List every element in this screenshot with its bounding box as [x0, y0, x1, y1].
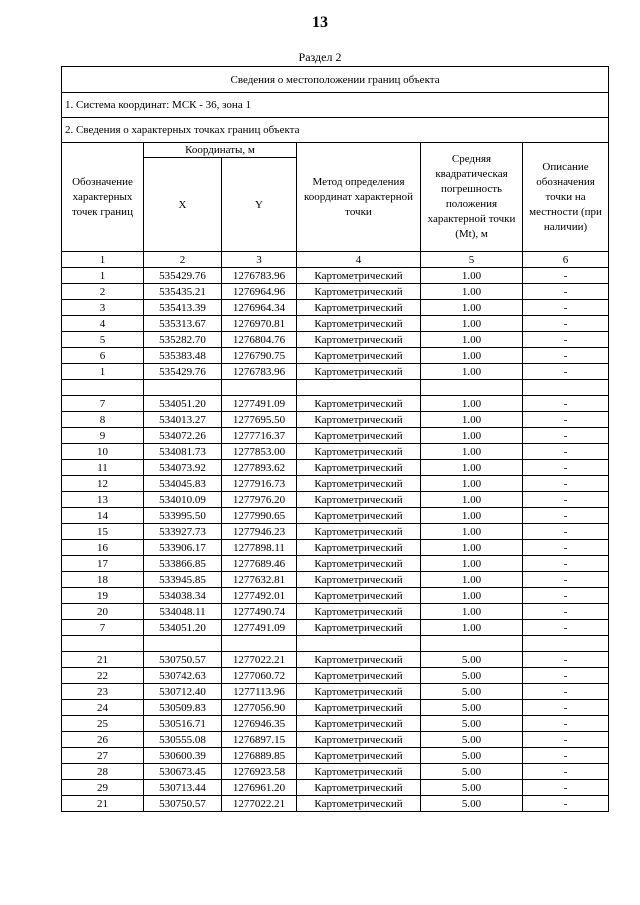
section-label: Раздел 2: [298, 50, 342, 64]
x-coordinate-cell: 534048.11: [144, 604, 222, 620]
x-coordinate-cell: 534073.92: [144, 460, 222, 476]
y-coordinate-cell: 1276889.85: [222, 748, 297, 764]
table-row: [62, 428, 609, 444]
x-coordinate-cell: 534051.20: [144, 620, 222, 636]
empty-cell: [297, 636, 421, 652]
table-row: [62, 284, 609, 300]
table-row: [62, 412, 609, 428]
x-coordinate-cell: 535383.48: [144, 348, 222, 364]
point-number-cell: 21: [62, 652, 144, 668]
header-designation: Обозначение характерных точек границ: [62, 143, 144, 252]
description-cell: -: [523, 476, 609, 492]
x-coordinate-cell: 530742.63: [144, 668, 222, 684]
header-coordinates: Координаты, м: [144, 143, 297, 158]
error-cell: 5.00: [421, 716, 523, 732]
description-cell: -: [523, 428, 609, 444]
table-row: [62, 508, 609, 524]
error-cell: 1.00: [421, 316, 523, 332]
error-cell: 5.00: [421, 732, 523, 748]
description-cell: -: [523, 652, 609, 668]
point-number-cell: 3: [62, 300, 144, 316]
method-cell: Картометрический: [297, 300, 421, 316]
x-coordinate-cell: 535413.39: [144, 300, 222, 316]
description-cell: -: [523, 540, 609, 556]
point-number-cell: 1: [62, 364, 144, 380]
y-coordinate-cell: 1276961.20: [222, 780, 297, 796]
y-coordinate-cell: 1277946.23: [222, 524, 297, 540]
y-coordinate-cell: 1277056.90: [222, 700, 297, 716]
column-number: 3: [222, 252, 297, 268]
error-cell: 5.00: [421, 796, 523, 812]
page-number: 13: [312, 14, 328, 31]
description-cell: -: [523, 572, 609, 588]
method-cell: Картометрический: [297, 428, 421, 444]
point-number-cell: 20: [62, 604, 144, 620]
description-cell: -: [523, 284, 609, 300]
x-coordinate-cell: 534081.73: [144, 444, 222, 460]
point-number-cell: 13: [62, 492, 144, 508]
x-coordinate-cell: 530600.39: [144, 748, 222, 764]
error-cell: 5.00: [421, 780, 523, 796]
header-error: Средняя квадратическая погрешность положения характерной точки (Mt), м: [421, 143, 523, 252]
boundary-points-table: [61, 66, 609, 812]
error-cell: 1.00: [421, 444, 523, 460]
table-row: [62, 300, 609, 316]
error-cell: 1.00: [421, 460, 523, 476]
error-cell: 1.00: [421, 540, 523, 556]
empty-cell: [144, 380, 222, 396]
y-coordinate-cell: 1277022.21: [222, 796, 297, 812]
point-number-cell: 10: [62, 444, 144, 460]
method-cell: Картометрический: [297, 556, 421, 572]
y-coordinate-cell: 1277695.50: [222, 412, 297, 428]
x-coordinate-cell: 534038.34: [144, 588, 222, 604]
table-row: [62, 540, 609, 556]
group-separator-row: [62, 636, 609, 652]
y-coordinate-cell: 1276790.75: [222, 348, 297, 364]
method-cell: Картометрический: [297, 748, 421, 764]
method-cell: Картометрический: [297, 364, 421, 380]
table-row: [62, 476, 609, 492]
error-cell: 1.00: [421, 588, 523, 604]
table-row: [62, 620, 609, 636]
error-cell: 1.00: [421, 572, 523, 588]
method-cell: Картометрический: [297, 540, 421, 556]
error-cell: 1.00: [421, 508, 523, 524]
description-cell: -: [523, 604, 609, 620]
y-coordinate-cell: 1277990.65: [222, 508, 297, 524]
method-cell: Картометрический: [297, 492, 421, 508]
description-cell: -: [523, 780, 609, 796]
point-number-cell: 28: [62, 764, 144, 780]
point-number-cell: 18: [62, 572, 144, 588]
method-cell: Картометрический: [297, 716, 421, 732]
method-cell: Картометрический: [297, 476, 421, 492]
point-number-cell: 27: [62, 748, 144, 764]
x-coordinate-cell: 530555.08: [144, 732, 222, 748]
error-cell: 1.00: [421, 476, 523, 492]
description-cell: -: [523, 364, 609, 380]
method-cell: Картометрический: [297, 444, 421, 460]
column-number: 1: [62, 252, 144, 268]
points-heading: 2. Сведения о характерных точках границ объекта: [62, 118, 609, 143]
table-row: [62, 796, 609, 812]
table-row: [62, 780, 609, 796]
point-number-cell: 11: [62, 460, 144, 476]
error-cell: 1.00: [421, 284, 523, 300]
point-number-cell: 2: [62, 284, 144, 300]
x-coordinate-cell: 534045.83: [144, 476, 222, 492]
description-cell: -: [523, 412, 609, 428]
x-coordinate-cell: 530712.40: [144, 684, 222, 700]
x-coordinate-cell: 533945.85: [144, 572, 222, 588]
error-cell: 1.00: [421, 604, 523, 620]
table-row: [62, 604, 609, 620]
error-cell: 1.00: [421, 268, 523, 284]
method-cell: Картометрический: [297, 684, 421, 700]
empty-cell: [523, 636, 609, 652]
y-coordinate-cell: 1277916.73: [222, 476, 297, 492]
column-number: 5: [421, 252, 523, 268]
point-number-cell: 12: [62, 476, 144, 492]
method-cell: Картометрический: [297, 668, 421, 684]
description-cell: -: [523, 796, 609, 812]
y-coordinate-cell: 1277060.72: [222, 668, 297, 684]
table-row: [62, 348, 609, 364]
method-cell: Картометрический: [297, 332, 421, 348]
error-cell: 1.00: [421, 364, 523, 380]
column-number: 6: [523, 252, 609, 268]
y-coordinate-cell: 1277491.09: [222, 620, 297, 636]
method-cell: Картометрический: [297, 700, 421, 716]
method-cell: Картометрический: [297, 572, 421, 588]
method-cell: Картометрический: [297, 268, 421, 284]
method-cell: Картометрический: [297, 620, 421, 636]
table-row: [62, 460, 609, 476]
error-cell: 5.00: [421, 652, 523, 668]
description-cell: -: [523, 332, 609, 348]
description-cell: -: [523, 700, 609, 716]
table-row: [62, 332, 609, 348]
table-row: [62, 444, 609, 460]
error-cell: 5.00: [421, 748, 523, 764]
empty-cell: [297, 380, 421, 396]
method-cell: Картометрический: [297, 508, 421, 524]
x-coordinate-cell: 535429.76: [144, 364, 222, 380]
description-cell: -: [523, 460, 609, 476]
table-row: [62, 652, 609, 668]
method-cell: Картометрический: [297, 652, 421, 668]
y-coordinate-cell: 1277490.74: [222, 604, 297, 620]
coordinate-system: 1. Система координат: МСК - 36, зона 1: [62, 93, 609, 118]
point-number-cell: 5: [62, 332, 144, 348]
empty-cell: [421, 636, 523, 652]
point-number-cell: 7: [62, 620, 144, 636]
x-coordinate-cell: 530750.57: [144, 796, 222, 812]
description-cell: -: [523, 748, 609, 764]
y-coordinate-cell: 1276964.96: [222, 284, 297, 300]
error-cell: 1.00: [421, 428, 523, 444]
method-cell: Картометрический: [297, 588, 421, 604]
empty-cell: [62, 636, 144, 652]
empty-cell: [222, 636, 297, 652]
x-coordinate-cell: 535435.21: [144, 284, 222, 300]
empty-cell: [421, 380, 523, 396]
x-coordinate-cell: 535429.76: [144, 268, 222, 284]
y-coordinate-cell: 1277632.81: [222, 572, 297, 588]
y-coordinate-cell: 1276923.58: [222, 764, 297, 780]
point-number-cell: 23: [62, 684, 144, 700]
description-cell: -: [523, 556, 609, 572]
x-coordinate-cell: 530750.57: [144, 652, 222, 668]
x-coordinate-cell: 530713.44: [144, 780, 222, 796]
group-separator-row: [62, 380, 609, 396]
error-cell: 1.00: [421, 492, 523, 508]
empty-cell: [144, 636, 222, 652]
method-cell: Картометрический: [297, 604, 421, 620]
method-cell: Картометрический: [297, 780, 421, 796]
y-coordinate-cell: 1276804.76: [222, 332, 297, 348]
method-cell: Картометрический: [297, 348, 421, 364]
method-cell: Картометрический: [297, 284, 421, 300]
description-cell: -: [523, 684, 609, 700]
header-x: X: [144, 158, 222, 252]
x-coordinate-cell: 530516.71: [144, 716, 222, 732]
y-coordinate-cell: 1276783.96: [222, 268, 297, 284]
description-cell: -: [523, 444, 609, 460]
x-coordinate-cell: 534072.26: [144, 428, 222, 444]
method-cell: Картометрический: [297, 764, 421, 780]
table-row: [62, 364, 609, 380]
table-row: [62, 748, 609, 764]
y-coordinate-cell: 1277491.09: [222, 396, 297, 412]
y-coordinate-cell: 1277492.01: [222, 588, 297, 604]
point-number-cell: 21: [62, 796, 144, 812]
y-coordinate-cell: 1276970.81: [222, 316, 297, 332]
x-coordinate-cell: 533995.50: [144, 508, 222, 524]
table-row: [62, 716, 609, 732]
table-row: [62, 732, 609, 748]
point-number-cell: 25: [62, 716, 144, 732]
point-number-cell: 29: [62, 780, 144, 796]
x-coordinate-cell: 530509.83: [144, 700, 222, 716]
y-coordinate-cell: 1277853.00: [222, 444, 297, 460]
table-title: Сведения о местоположении границ объекта: [62, 67, 609, 93]
y-coordinate-cell: 1277716.37: [222, 428, 297, 444]
y-coordinate-cell: 1276964.34: [222, 300, 297, 316]
y-coordinate-cell: 1277022.21: [222, 652, 297, 668]
point-number-cell: 15: [62, 524, 144, 540]
method-cell: Картометрический: [297, 396, 421, 412]
point-number-cell: 1: [62, 268, 144, 284]
header-description: Описание обозначения точки на местности (при наличии): [523, 143, 609, 252]
description-cell: -: [523, 300, 609, 316]
y-coordinate-cell: 1276946.35: [222, 716, 297, 732]
description-cell: -: [523, 524, 609, 540]
y-coordinate-cell: 1277976.20: [222, 492, 297, 508]
x-coordinate-cell: 534013.27: [144, 412, 222, 428]
point-number-cell: 9: [62, 428, 144, 444]
x-coordinate-cell: 533906.17: [144, 540, 222, 556]
table-row: [62, 588, 609, 604]
x-coordinate-cell: 534051.20: [144, 396, 222, 412]
table-row: [62, 396, 609, 412]
error-cell: 1.00: [421, 556, 523, 572]
error-cell: 1.00: [421, 348, 523, 364]
point-number-cell: 17: [62, 556, 144, 572]
point-number-cell: 24: [62, 700, 144, 716]
table-row: [62, 556, 609, 572]
method-cell: Картометрический: [297, 524, 421, 540]
table-row: [62, 316, 609, 332]
description-cell: -: [523, 732, 609, 748]
point-number-cell: 8: [62, 412, 144, 428]
method-cell: Картометрический: [297, 732, 421, 748]
method-cell: Картометрический: [297, 316, 421, 332]
error-cell: 5.00: [421, 700, 523, 716]
point-number-cell: 22: [62, 668, 144, 684]
description-cell: -: [523, 764, 609, 780]
x-coordinate-cell: 533927.73: [144, 524, 222, 540]
empty-cell: [62, 380, 144, 396]
description-cell: -: [523, 620, 609, 636]
point-number-cell: 16: [62, 540, 144, 556]
error-cell: 1.00: [421, 620, 523, 636]
table-row: [62, 268, 609, 284]
x-coordinate-cell: 535282.70: [144, 332, 222, 348]
error-cell: 1.00: [421, 412, 523, 428]
point-number-cell: 4: [62, 316, 144, 332]
point-number-cell: 19: [62, 588, 144, 604]
point-number-cell: 14: [62, 508, 144, 524]
column-numbers-row: [62, 252, 609, 268]
description-cell: -: [523, 508, 609, 524]
table-row: [62, 700, 609, 716]
y-coordinate-cell: 1277113.96: [222, 684, 297, 700]
description-cell: -: [523, 348, 609, 364]
description-cell: -: [523, 716, 609, 732]
point-number-cell: 6: [62, 348, 144, 364]
x-coordinate-cell: 535313.67: [144, 316, 222, 332]
error-cell: 1.00: [421, 332, 523, 348]
table-row: [62, 684, 609, 700]
error-cell: 1.00: [421, 524, 523, 540]
table-row: [62, 492, 609, 508]
column-number: 4: [297, 252, 421, 268]
description-cell: -: [523, 588, 609, 604]
table-row: [62, 572, 609, 588]
y-coordinate-cell: 1277689.46: [222, 556, 297, 572]
empty-cell: [222, 380, 297, 396]
column-number: 2: [144, 252, 222, 268]
header-method: Метод определения координат характерной точки: [297, 143, 421, 252]
method-cell: Картометрический: [297, 460, 421, 476]
description-cell: -: [523, 492, 609, 508]
table-row: [62, 764, 609, 780]
table-row: [62, 524, 609, 540]
method-cell: Картометрический: [297, 412, 421, 428]
error-cell: 5.00: [421, 668, 523, 684]
y-coordinate-cell: 1276897.15: [222, 732, 297, 748]
description-cell: -: [523, 316, 609, 332]
y-coordinate-cell: 1277893.62: [222, 460, 297, 476]
error-cell: 1.00: [421, 396, 523, 412]
empty-cell: [523, 380, 609, 396]
description-cell: -: [523, 668, 609, 684]
table-row: [62, 668, 609, 684]
description-cell: -: [523, 396, 609, 412]
x-coordinate-cell: 530673.45: [144, 764, 222, 780]
error-cell: 5.00: [421, 684, 523, 700]
method-cell: Картометрический: [297, 796, 421, 812]
header-y: Y: [222, 158, 297, 252]
point-number-cell: 26: [62, 732, 144, 748]
x-coordinate-cell: 533866.85: [144, 556, 222, 572]
y-coordinate-cell: 1277898.11: [222, 540, 297, 556]
point-number-cell: 7: [62, 396, 144, 412]
error-cell: 5.00: [421, 764, 523, 780]
y-coordinate-cell: 1276783.96: [222, 364, 297, 380]
description-cell: -: [523, 268, 609, 284]
error-cell: 1.00: [421, 300, 523, 316]
x-coordinate-cell: 534010.09: [144, 492, 222, 508]
